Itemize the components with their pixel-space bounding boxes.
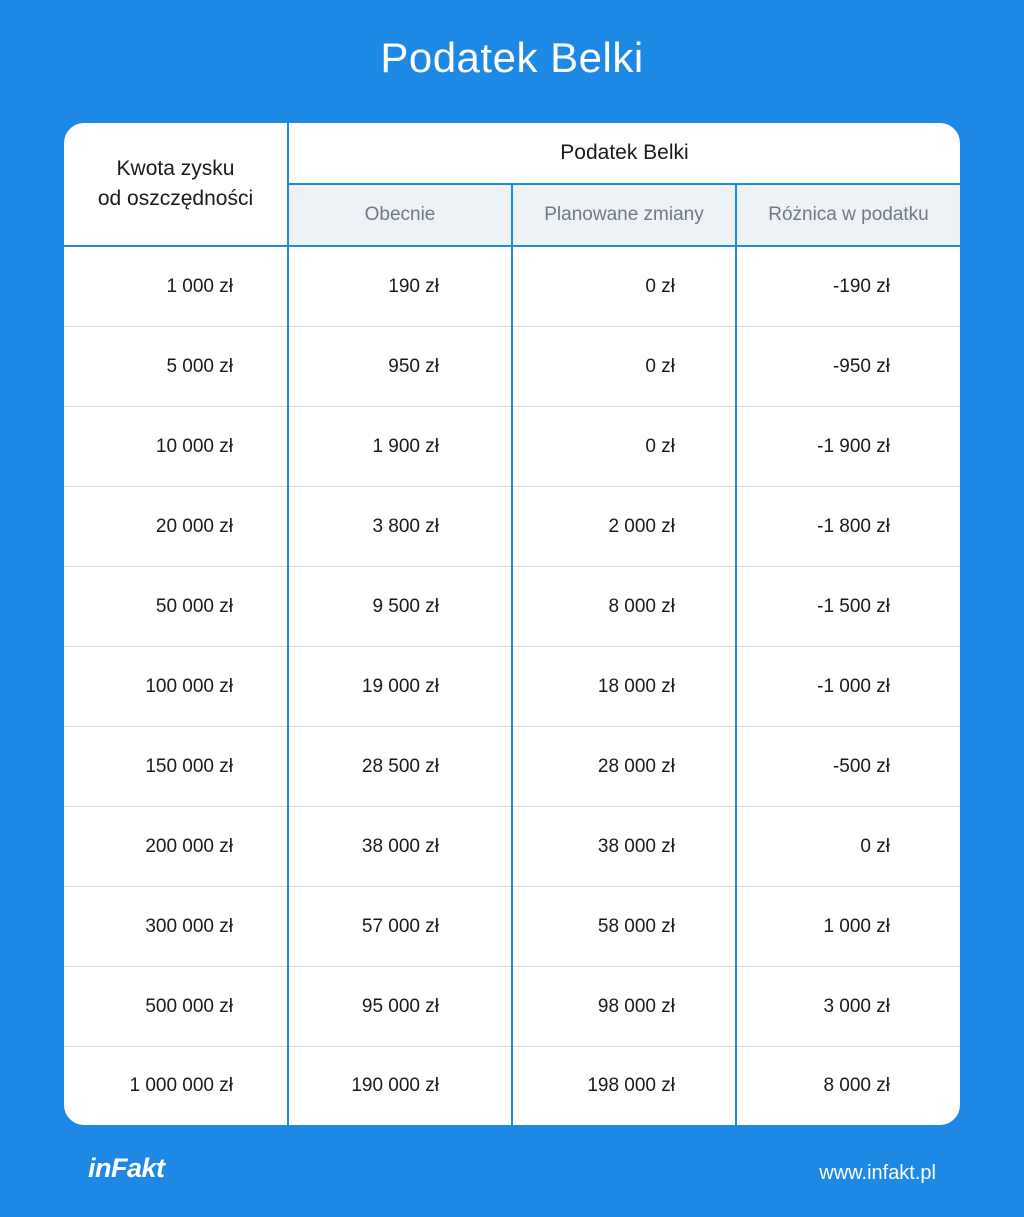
- cell-roznica: 8 000 zł: [823, 1075, 890, 1096]
- cell-kwota: 50 000 zł: [64, 567, 288, 647]
- tax-table: [64, 123, 960, 1125]
- table-row: [64, 967, 960, 1047]
- header-kwota-line2: od oszczędności: [97, 187, 254, 210]
- page-title: Podatek Belki: [380, 34, 644, 81]
- cell-planowane: 98 000 zł: [512, 967, 736, 1047]
- cell-planowane: 2 000 zł: [512, 487, 736, 567]
- cell-obecnie: 95 000 zł: [288, 967, 512, 1047]
- cell-obecnie: 3 800 zł: [288, 487, 512, 567]
- table-row: [64, 647, 960, 727]
- cell-kwota: 300 000 zł: [64, 887, 288, 967]
- table-row: [64, 567, 960, 647]
- cell-kwota: 5 000 zł: [64, 327, 288, 407]
- cell-obecnie: 28 500 zł: [288, 727, 512, 807]
- website-url[interactable]: www.infakt.pl: [819, 1162, 936, 1184]
- cell-kwota: 200 000 zł: [64, 807, 288, 887]
- cell-planowane: 58 000 zł: [512, 887, 736, 967]
- cell-roznica: -1 900 zł: [736, 407, 960, 487]
- cell-roznica: -1 000 zł: [736, 647, 960, 727]
- cell-obecnie: 19 000 zł: [288, 647, 512, 727]
- table-row: [64, 407, 960, 487]
- cell-planowane: 0 zł: [512, 407, 736, 487]
- cell-planowane: 0 zł: [512, 246, 736, 327]
- table-row: [64, 807, 960, 887]
- cell-planowane: 18 000 zł: [512, 647, 736, 727]
- header-planowane-zmiany: Planowane zmiany: [512, 184, 736, 246]
- header-obecnie: Obecnie: [288, 184, 512, 246]
- cell-kwota: 100 000 zł: [64, 647, 288, 727]
- cell-obecnie: 950 zł: [288, 327, 512, 407]
- cell-roznica: -1 800 zł: [736, 487, 960, 567]
- cell-roznica: 0 zł: [736, 807, 960, 887]
- cell-obecnie: 57 000 zł: [288, 887, 512, 967]
- cell-kwota: 10 000 zł: [64, 407, 288, 487]
- cell-roznica: -1 500 zł: [736, 567, 960, 647]
- table-row: [64, 887, 960, 967]
- header-kwota-zysku: [64, 123, 288, 246]
- table-row: [64, 1047, 960, 1126]
- cell-roznica: 3 000 zł: [736, 967, 960, 1047]
- cell-obecnie: 190 zł: [288, 246, 512, 327]
- cell-planowane: 198 000 zł: [512, 1047, 736, 1126]
- table-row: [64, 727, 960, 807]
- infakt-logo: inFakt: [88, 1153, 165, 1183]
- cell-planowane: 28 000 zł: [512, 727, 736, 807]
- cell-kwota: 1 000 zł: [64, 246, 288, 327]
- header-kwota-line1: Kwota zysku: [116, 157, 235, 180]
- cell-obecnie: 38 000 zł: [288, 807, 512, 887]
- cell-kwota: 500 000 zł: [64, 967, 288, 1047]
- cell-kwota: 1 000 000 zł: [64, 1047, 288, 1126]
- cell-planowane: 8 000 zł: [512, 567, 736, 647]
- cell-roznica: -190 zł: [736, 246, 960, 327]
- tax-table-card: [64, 123, 960, 1125]
- cell-obecnie: 9 500 zł: [288, 567, 512, 647]
- header-roznica: Różnica w podatku: [736, 184, 960, 246]
- table-row: [64, 327, 960, 407]
- cell-roznica: -500 zł: [736, 727, 960, 807]
- cell-obecnie: 190 000 zł: [288, 1047, 512, 1126]
- table-row: [64, 487, 960, 567]
- cell-planowane: 38 000 zł: [512, 807, 736, 887]
- cell-kwota: 20 000 zł: [64, 487, 288, 567]
- cell-planowane: 0 zł: [512, 327, 736, 407]
- header-podatek-belki: Podatek Belki: [288, 123, 960, 184]
- cell-roznica: -950 zł: [736, 327, 960, 407]
- cell-kwota: 150 000 zł: [64, 727, 288, 807]
- cell-roznica: 1 000 zł: [736, 887, 960, 967]
- table-row: [64, 246, 960, 327]
- cell-obecnie: 1 900 zł: [288, 407, 512, 487]
